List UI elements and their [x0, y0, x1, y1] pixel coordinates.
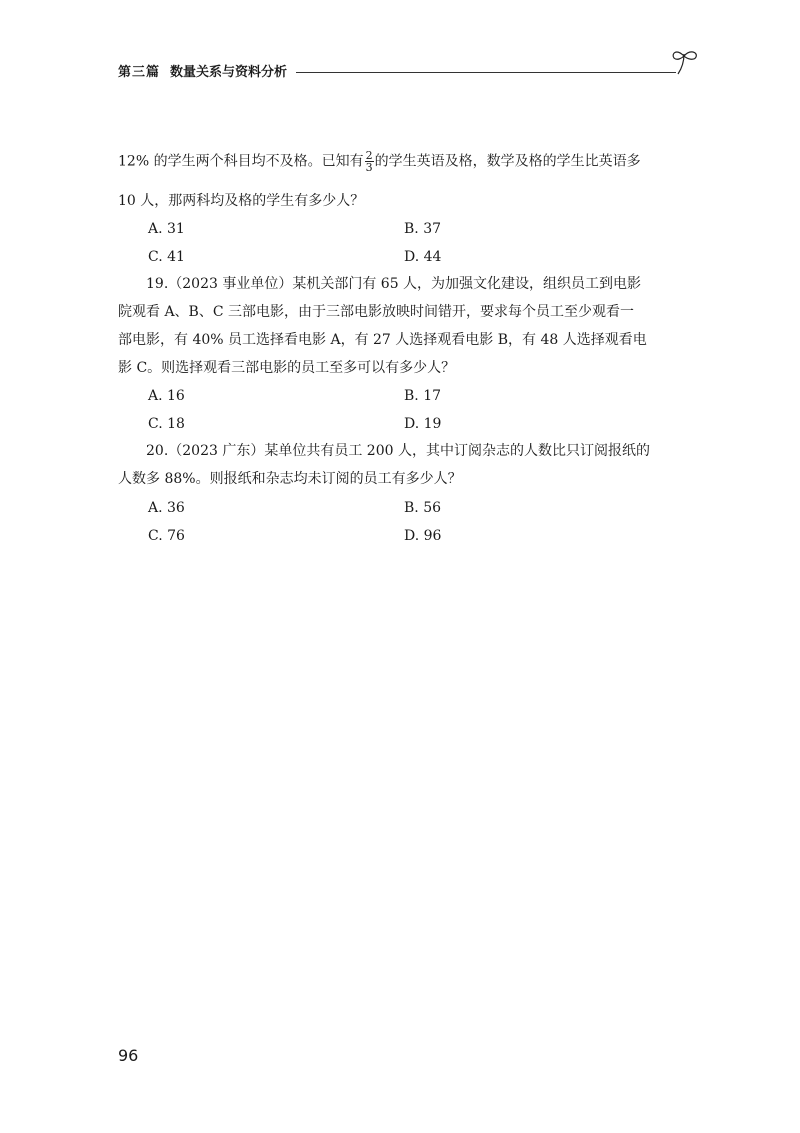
q19-option-b: B. 17	[404, 388, 442, 404]
sprout-icon	[670, 46, 700, 80]
q19-line-1: 19.（2023 事业单位）某机关部门有 65 人，为加强文化建设，组织员工到电影	[146, 276, 642, 292]
q20-option-c: C. 76	[148, 528, 185, 544]
q18-option-b: B. 37	[404, 221, 442, 237]
section-label: 第三篇	[118, 65, 161, 80]
q18-option-c: C. 41	[148, 249, 185, 265]
q18-line-2: 10 人，那两科均及格的学生有多少人？	[118, 193, 365, 209]
fraction-numerator: 2	[365, 149, 373, 162]
q18-text-after-fraction: 的学生英语及格，数学及格的学生比英语多	[374, 153, 641, 170]
running-header	[118, 58, 698, 82]
q18-text-before-fraction: 12% 的学生两个科目均不及格。已知有	[118, 153, 364, 170]
q18-option-a: A. 31	[148, 221, 185, 237]
q20-line-1: 20.（2023 广东）某单位共有员工 200 人，其中订阅杂志的人数比只订阅报纸的	[146, 443, 650, 459]
q18-line-1	[118, 150, 641, 173]
q20-option-a: A. 36	[148, 500, 185, 516]
q19-option-c: C. 18	[148, 416, 185, 432]
q19-line-3: 部电影，有 40% 员工选择看电影 A，有 27 人选择观看电影 B，有 48 人选择观看电	[118, 332, 647, 348]
header-rule	[296, 72, 676, 73]
q20-option-b: B. 56	[404, 500, 442, 516]
two-thirds-fraction	[365, 150, 374, 173]
fraction-denominator: 3	[365, 161, 373, 174]
q20-line-2: 人数多 88%。则报纸和杂志均未订阅的员工有多少人？	[118, 471, 462, 487]
page-number: 96	[118, 1046, 139, 1065]
chapter-title: 数量关系与资料分析	[170, 65, 288, 80]
q19-option-a: A. 16	[148, 388, 185, 404]
q20-option-d: D. 96	[404, 528, 442, 544]
q18-option-d: D. 44	[404, 249, 442, 265]
q19-option-d: D. 19	[404, 416, 442, 432]
q19-line-2: 院观看 A、B、C 三部电影，由于三部电影放映时间错开，要求每个员工至少观看一	[118, 304, 635, 320]
q19-line-4: 影 C。则选择观看三部电影的员工至多可以有多少人？	[118, 360, 456, 376]
